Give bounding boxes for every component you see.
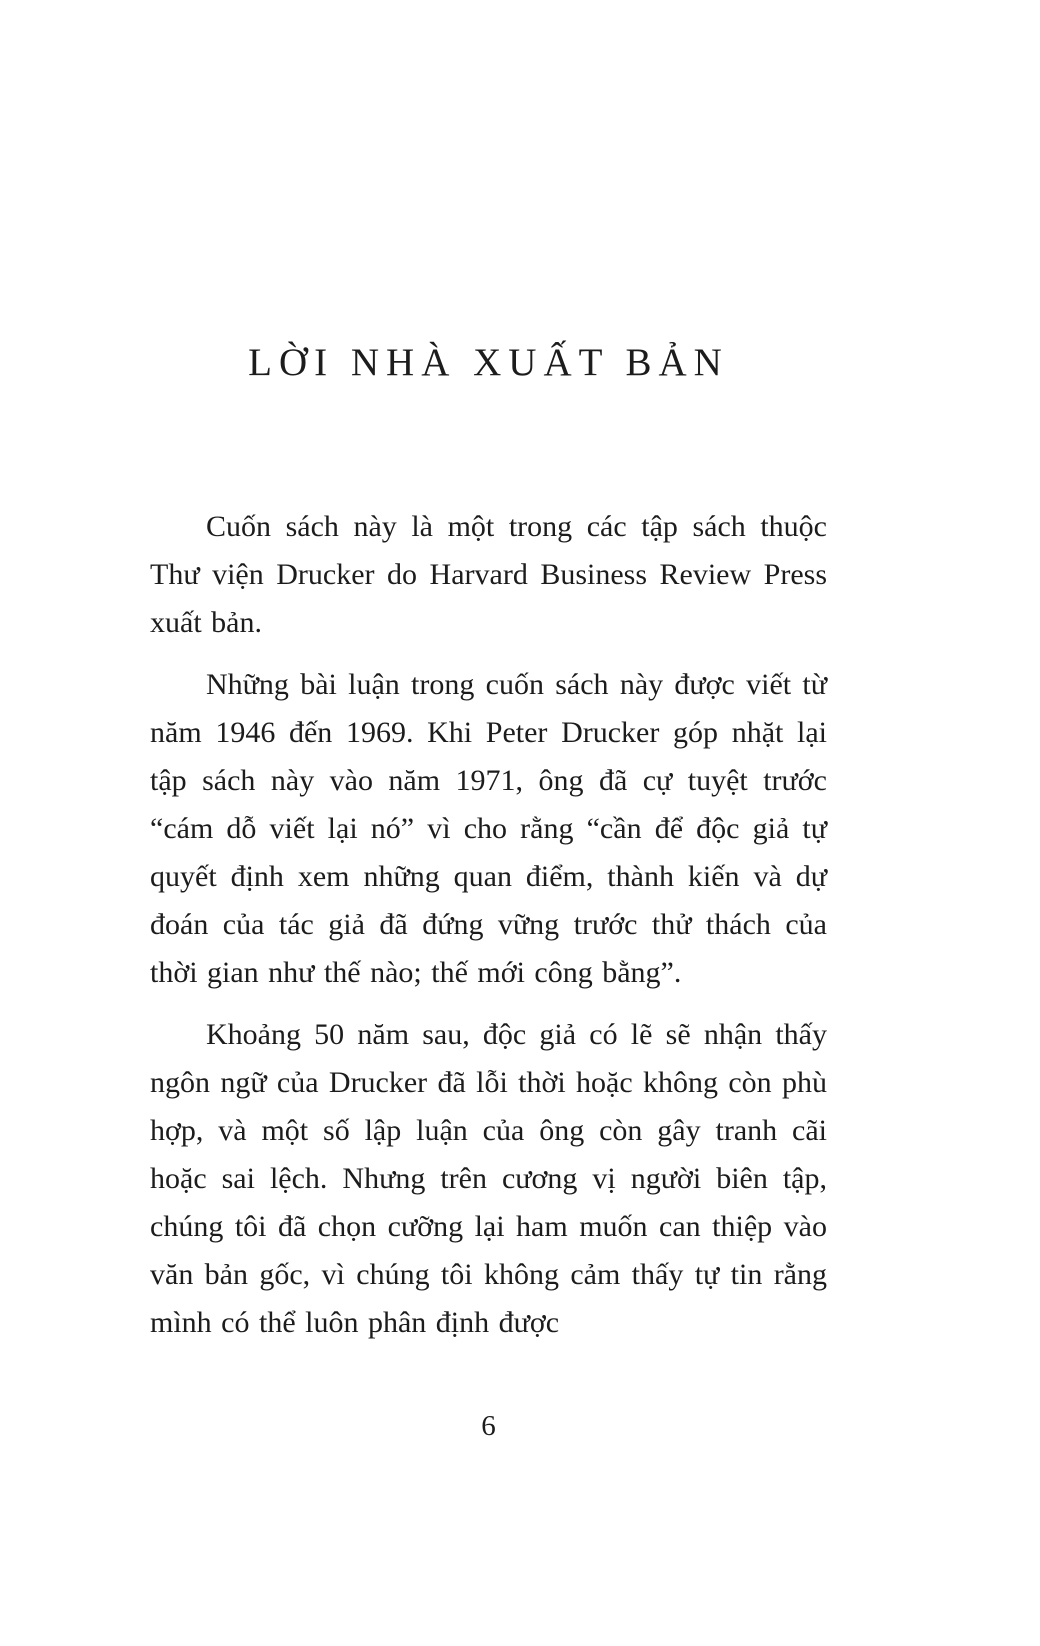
- paragraph: Những bài luận trong cuốn sách này được viết từ năm 1946 đến 1969. Khi Peter Drucker góp nhặt lại tập sách này vào năm 1971, ông đã cự tuyệt trước “cám dỗ viết lại nó” vì cho rằng “cần để độc giả tự quyết định xem những quan điểm, thành kiến và dự đoán của tác giả đã đứng vững trước thử thách của thời gian như thế nào; thế mới công bằng”.: [150, 668, 827, 989]
- body-text: [150, 503, 827, 1347]
- page-title: LỜI NHÀ XUẤT BẢN: [248, 341, 729, 384]
- paragraph: Khoảng 50 năm sau, độc giả có lẽ sẽ nhận thấy ngôn ngữ của Drucker đã lỗi thời hoặc không còn phù hợp, và một số lập luận của ông còn gây tranh cãi hoặc sai lệch. Nhưng trên cương vị người biên tập, chúng tôi đã chọn cưỡng lại ham muốn can thiệp vào văn bản gốc, vì chúng tôi không cảm thấy tự tin rằng mình có thể luôn phân định được: [150, 1018, 827, 1339]
- page-number: 6: [481, 1410, 496, 1442]
- paragraph: Cuốn sách này là một trong các tập sách thuộc Thư viện Drucker do Harvard Business Review Press xuất bản.: [150, 510, 827, 639]
